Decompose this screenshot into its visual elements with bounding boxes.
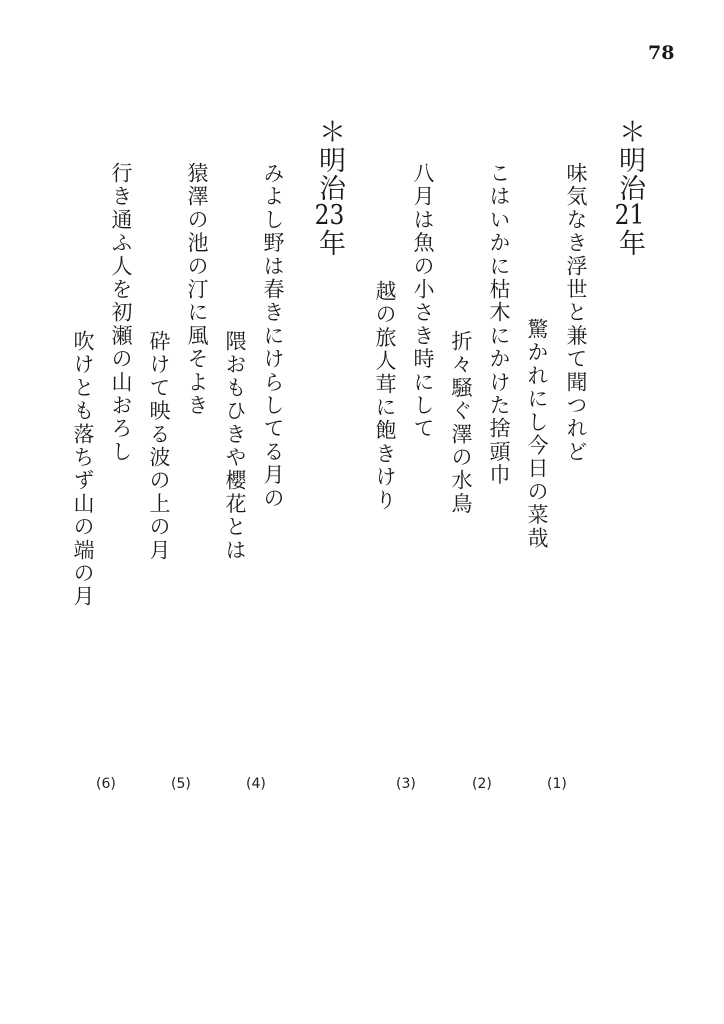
poem-1-line-1: 味気なき浮世と兼て聞つれど xyxy=(564,162,588,464)
poem-4-line-1: みよし野は春きにけらしてる月の xyxy=(261,162,285,510)
poem-5-line-1: 猿澤の池の汀に風そよき xyxy=(185,162,209,418)
page-number: 78 xyxy=(648,42,675,64)
poem-4-line-2: 隈おもひきや櫻花とは xyxy=(223,330,247,562)
poem-5-line-2: 砕けて映る波の上の月 xyxy=(147,330,171,562)
heading-year: 21 xyxy=(614,202,645,229)
note-marker-1: (1) xyxy=(547,776,567,792)
poem-3-line-1: 八月は魚の小さき時にして xyxy=(411,162,435,441)
note-marker-2: (2) xyxy=(472,776,492,792)
note-marker-4: (4) xyxy=(246,776,266,792)
section-heading-meiji-21 xyxy=(616,118,643,257)
note-marker-5: (5) xyxy=(171,776,191,792)
heading-prefix: ＊明治 xyxy=(614,118,645,202)
heading-year: 23 xyxy=(314,202,345,229)
heading-suffix: 年 xyxy=(314,229,345,257)
heading-prefix: ＊明治 xyxy=(314,118,345,202)
poem-1-line-2: 驚かれにし今日の菜哉 xyxy=(525,318,549,550)
section-heading-meiji-23 xyxy=(316,118,343,257)
poem-2-line-2: 折々騒ぐ澤の水鳥 xyxy=(449,330,473,516)
heading-suffix: 年 xyxy=(614,229,645,257)
note-marker-6: (6) xyxy=(96,776,116,792)
poem-6-line-2: 吹けとも落ちず山の端の月 xyxy=(71,330,95,609)
poem-2-line-1: こはいかに枯木にかけた捨頭巾 xyxy=(487,162,511,487)
note-marker-3: (3) xyxy=(396,776,416,792)
poem-3-line-2: 越の旅人茸に飽きけり xyxy=(373,280,397,512)
poem-6-line-1: 行き通ふ人を初瀬の山おろし xyxy=(109,162,133,464)
